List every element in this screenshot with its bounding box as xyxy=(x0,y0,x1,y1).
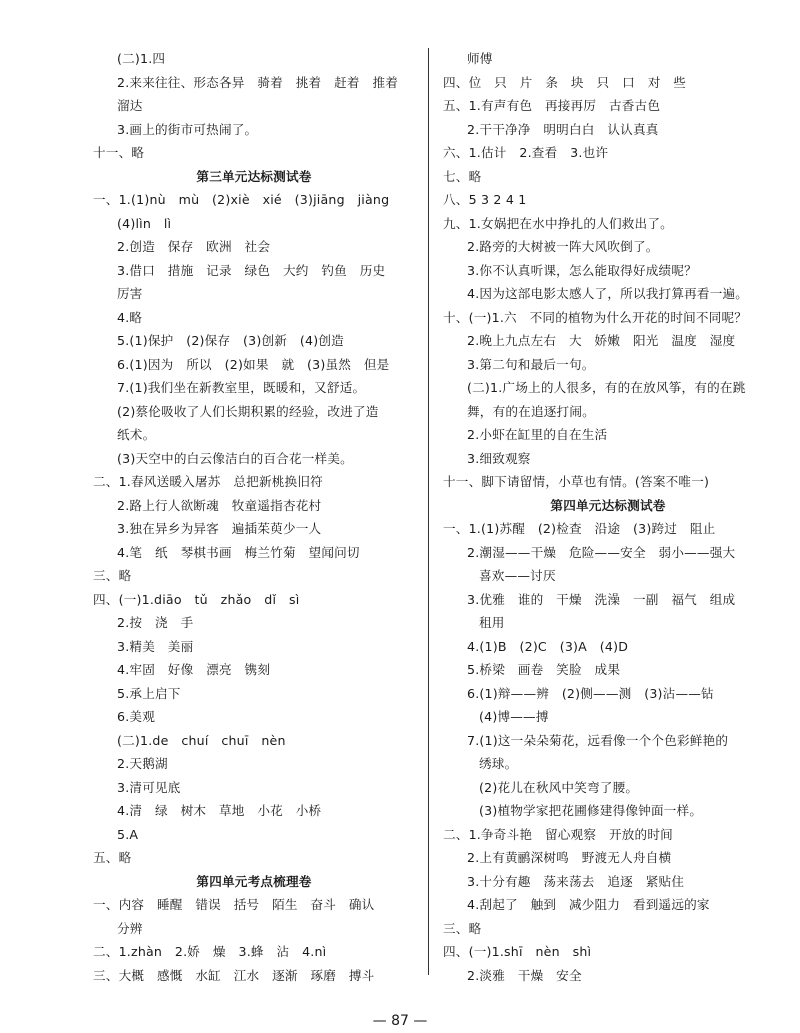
answer-line: 2.路上行人欲断魂 牧童遥指杏花村 xyxy=(117,497,322,513)
answer-line: 一、1.(1)nù mù (2)xiè xié (3)jiāng jiàng xyxy=(93,192,390,207)
answer-line: 六、1.估计 2.查看 3.也许 xyxy=(443,145,609,160)
answer-line: 4.(1)B (2)C (3)A (4)D xyxy=(467,638,629,654)
answer-line: 2.潮湿——干燥 危险——安全 弱小——强大 xyxy=(467,544,736,560)
answer-line: 4.牢固 好像 漂亮 镌刻 xyxy=(117,662,271,677)
answer-line: 6.美观 xyxy=(117,709,156,724)
answer-line: 2.天鹅湖 xyxy=(117,756,168,771)
answer-line: 2.按 浇 手 xyxy=(117,615,194,630)
section-title: 第四单元达标测试卷 xyxy=(550,497,666,513)
answer-line: 十一、略 xyxy=(93,145,145,160)
answer-line: 3.第二句和最后一句。 xyxy=(467,356,595,372)
answer-line: 租用 xyxy=(479,615,505,630)
answer-line: 三、大概 感慨 水缸 江水 逐渐 琢磨 搏斗 xyxy=(93,967,375,983)
answer-line: (4)博——搏 xyxy=(479,709,549,724)
answer-line: 三、略 xyxy=(93,568,132,583)
answer-line: 三、略 xyxy=(443,920,482,936)
answer-line: 五、略 xyxy=(93,850,132,865)
answer-line: 十一、脚下请留情，小草也有情。(答案不唯一) xyxy=(443,474,710,489)
answer-line: 二、1.争奇斗艳 留心观察 开放的时间 xyxy=(443,826,673,842)
answer-line: (2)蔡伦吸收了人们长期积累的经验，改进了造 xyxy=(117,403,379,419)
answer-line: 纸术。 xyxy=(117,427,156,442)
answer-line: 四、(一)1.shī nèn shì xyxy=(443,944,592,959)
answer-line: 二、1.春风送暖入屠苏 总把新桃换旧符 xyxy=(93,474,323,489)
answer-line: 4.因为这部电影太感人了，所以我打算再看一遍。 xyxy=(467,286,749,301)
answer-line: 4.刮起了 触到 减少阻力 看到遥远的家 xyxy=(467,897,710,912)
answer-line: (二)1.广场上的人很多，有的在放风筝，有的在跳 xyxy=(467,380,746,395)
answer-line: 4.清 绿 树木 草地 小花 小桥 xyxy=(117,803,322,818)
answer-line: 五、1.有声有色 再接再厉 古香古色 xyxy=(443,98,661,113)
answer-line: 5.桥梁 画卷 笑脸 成果 xyxy=(467,662,621,677)
answer-line: 喜欢——讨厌 xyxy=(479,568,556,583)
answer-line: 四、位 只 片 条 块 只 口 对 些 xyxy=(443,74,687,90)
answer-line: 3.你不认真听课，怎么能取得好成绩呢？ xyxy=(467,262,697,278)
right-column xyxy=(443,47,773,987)
answer-line: 4.笔 纸 琴棋书画 梅兰竹菊 望闻问切 xyxy=(117,544,360,560)
answer-line: 十、(一)1.六 不同的植物为什么开花的时间不同呢？ xyxy=(443,309,748,325)
answer-line: 3.独在异乡为异客 遍插茱萸少一人 xyxy=(117,521,322,536)
answer-line: 绣球。 xyxy=(479,756,518,771)
answer-line: 6.(1)因为 所以 (2)如果 就 (3)虽然 但是 xyxy=(117,356,390,372)
answer-line: 3.清可见底 xyxy=(117,779,181,795)
answer-line: 九、1.女娲把在水中挣扎的人们救出了。 xyxy=(443,215,673,231)
answer-line: 6.(1)辩——辨 (2)侧——测 (3)沾——钻 xyxy=(467,685,714,701)
answer-line: 2.创造 保存 欧洲 社会 xyxy=(117,239,271,254)
answer-line: 2.淡雅 干燥 安全 xyxy=(467,967,582,983)
answer-line: 分辨 xyxy=(117,920,143,936)
answer-line: 2.路旁的大树被一阵大风吹倒了。 xyxy=(467,239,659,254)
answer-line: (2)花儿在秋风中笑弯了腰。 xyxy=(479,779,639,795)
answer-line: 3.画上的街市可热闹了。 xyxy=(117,121,258,137)
answer-line: 4.略 xyxy=(117,309,143,325)
section-title: 第四单元考点梳理卷 xyxy=(196,873,312,889)
answer-line: 七、略 xyxy=(443,168,482,184)
answer-line: 溜达 xyxy=(117,98,143,113)
answer-line: 3.借口 措施 记录 绿色 大约 钓鱼 历史 xyxy=(117,262,386,278)
column-divider xyxy=(428,48,429,975)
answer-line: 5.承上启下 xyxy=(117,685,181,701)
answer-line: 7.(1)这一朵朵菊花，远看像一个个色彩鲜艳的 xyxy=(467,732,729,748)
answer-line: 2.上有黄鹂深树鸣 野渡无人舟自横 xyxy=(467,850,672,865)
answer-line: 3.优雅 谁的 干燥 洗澡 一副 福气 组成 xyxy=(467,591,736,607)
page-number: — 87 — xyxy=(372,1013,428,1029)
answer-line: 四、(一)1.diāo tǔ zhǎo dǐ sì xyxy=(93,591,300,607)
answer-line: (3)天空中的白云像洁白的百合花一样美。 xyxy=(117,450,353,466)
answer-line: (3)植物学家把花圃修建得像钟面一样。 xyxy=(479,803,703,818)
answer-line: 一、内容 睡醒 错误 括号 陌生 奋斗 确认 xyxy=(93,897,375,912)
answer-line: (二)1.四 xyxy=(117,51,166,66)
left-column xyxy=(93,47,415,987)
answer-line: 2.小虾在缸里的自在生活 xyxy=(467,427,608,442)
answer-line: 3.十分有趣 荡来荡去 追逐 紧贴住 xyxy=(467,873,685,889)
answer-line: 5.A xyxy=(117,826,139,842)
answer-line: 7.(1)我们坐在新教室里，既暖和，又舒适。 xyxy=(117,380,366,395)
answer-line: 师傅 xyxy=(467,51,493,66)
answer-line: (4)lìn lì xyxy=(117,215,172,231)
answer-line: 3.精美 美丽 xyxy=(117,638,194,654)
section-title: 第三单元达标测试卷 xyxy=(196,168,312,184)
answer-line: 2.来来往往、形态各异 骑着 挑着 赶着 推着 xyxy=(117,74,399,90)
answer-line: 二、1.zhàn 2.娇 燥 3.蜂 沾 4.nì xyxy=(93,944,327,959)
answer-line: 5.(1)保护 (2)保存 (3)创新 (4)创造 xyxy=(117,333,344,348)
answer-line: 一、1.(1)苏醒 (2)检查 沿途 (3)跨过 阻止 xyxy=(443,521,716,536)
answer-line: 舞，有的在追逐打闹。 xyxy=(467,403,595,419)
answer-line: 厉害 xyxy=(117,286,143,301)
answer-line: 3.细致观察 xyxy=(467,450,531,466)
answer-line: (二)1.de chuí chuī nèn xyxy=(117,732,286,748)
answer-line: 八、5 3 2 4 1 xyxy=(443,192,527,207)
answer-line: 2.干干净净 明明白白 认认真真 xyxy=(467,121,659,137)
answer-line: 2.晚上九点左右 大 娇嫩 阳光 温度 湿度 xyxy=(467,333,736,348)
